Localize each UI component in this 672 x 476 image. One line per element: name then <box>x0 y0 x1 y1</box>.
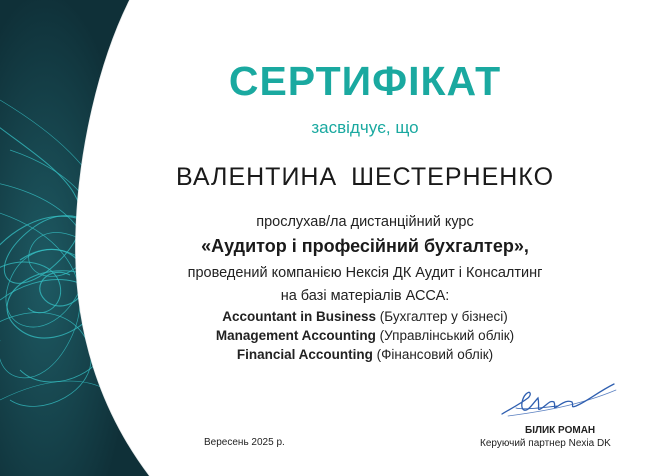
subject-line <box>150 328 580 343</box>
signer-role: Керуючий партнер Nexia DK <box>480 438 611 449</box>
subject-translation: (Фінансовий облік) <box>376 347 494 362</box>
subject-name: Accountant in Business <box>222 309 376 324</box>
signer-name: БІЛИК РОМАН <box>525 425 596 436</box>
certificate-subtitle: засвідчує, що <box>311 118 419 137</box>
subject-name: Management Accounting <box>215 328 376 343</box>
issue-date: Вересень 2025 р. <box>204 437 285 448</box>
signature-image <box>498 378 620 420</box>
subject-name: Financial Accounting <box>236 347 373 362</box>
body-line-materials: на базі матеріалів АССА: <box>280 288 450 304</box>
course-name: «Аудитор і професійний бухгалтер», <box>201 236 529 256</box>
body-line-course-intro: прослухав/ла дистанційний курс <box>256 214 474 230</box>
recipient-name: ВАЛЕНТИНА ШЕСТЕРНЕНКО <box>175 163 555 191</box>
decorative-side-panel <box>0 0 160 476</box>
certificate-title: СЕРТИФІКАТ <box>228 58 502 104</box>
subject-line <box>150 347 580 362</box>
subject-line <box>150 309 580 324</box>
body-line-provider: проведений компанією Нексія ДК Аудит і Консалтинг <box>187 265 543 281</box>
subject-translation: (Управлінський облік) <box>379 328 515 343</box>
subject-translation: (Бухгалтер у бізнесі) <box>379 309 508 324</box>
